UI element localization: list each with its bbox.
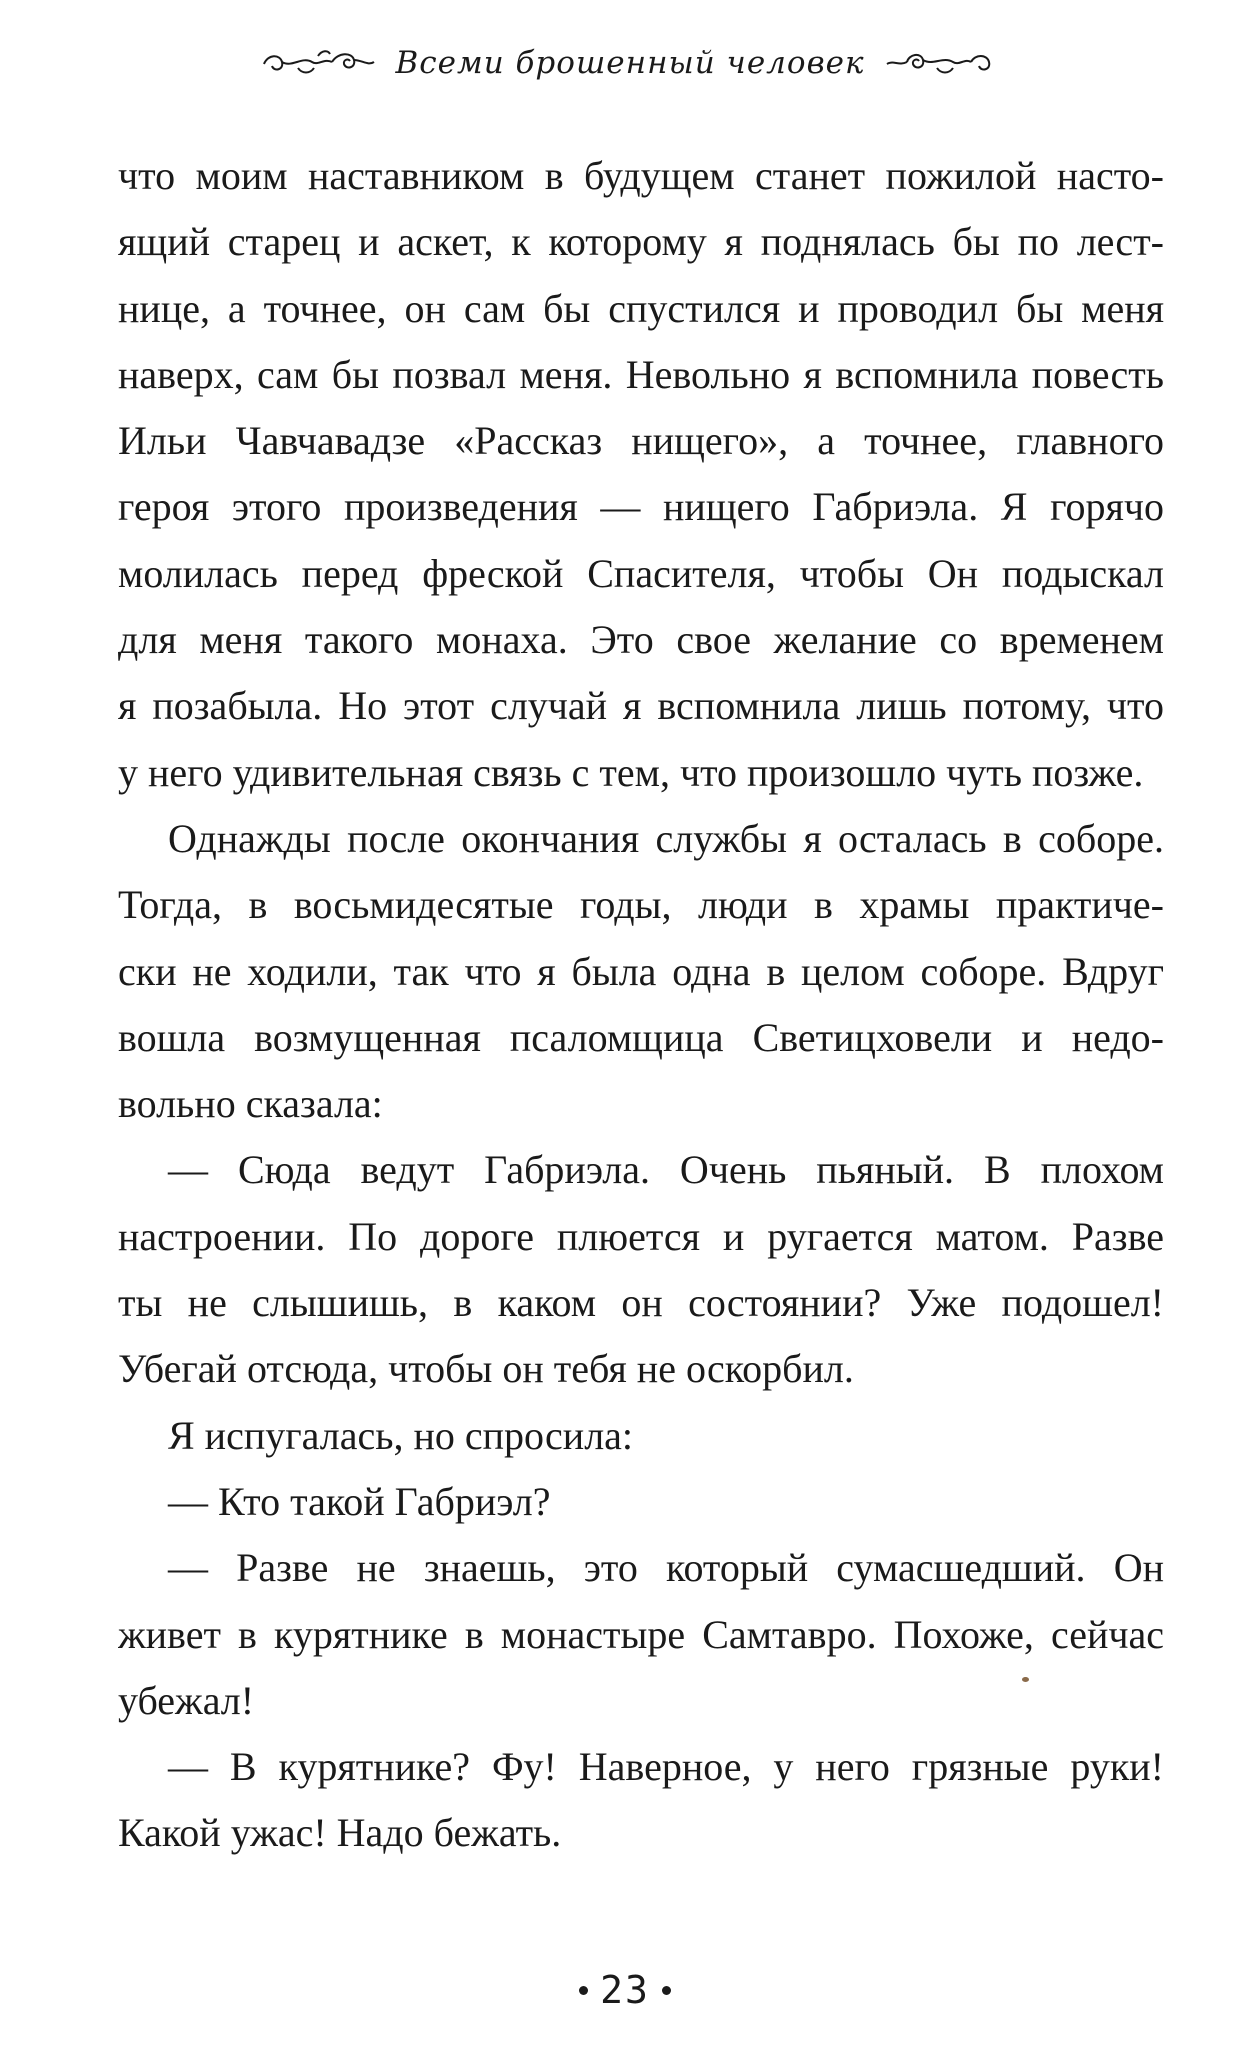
text-line: — В курятнике? Фу! Наверное, у него грязные руки! [168, 1744, 1164, 1790]
text-line: убежал! [118, 1677, 255, 1723]
text-line: наверх, сам бы позвал меня. Невольно я вспомнила повесть [118, 351, 1164, 397]
text-line: молилась перед фреской Спасителя, чтобы Он подыскал [118, 550, 1164, 596]
text-line: настроении. По дороге плюется и ругается матом. Разве [118, 1213, 1164, 1259]
text-line: Однажды после окончания службы я осталась в соборе. [168, 815, 1164, 861]
text-line: героя этого произведения — нищего Габриэла. Я горячо [118, 484, 1164, 530]
text-line: — Сюда ведут Габриэла. Очень пьяный. В плохом [168, 1147, 1164, 1193]
text-line: Убегай отсюда, чтобы он тебя не оскорбил. [118, 1346, 854, 1392]
text-line: нице, а точнее, он сам бы спустился и проводил бы меня [118, 285, 1164, 331]
text-line: я позабыла. Но этот случай я вспомнила лишь потому, что [118, 683, 1164, 729]
text-line: Ильи Чавчавадзе «Рассказ нищего», а точнее, главного [118, 418, 1164, 464]
text-line: для меня такого монаха. Это свое желание со временем [118, 617, 1164, 663]
text-line: Тогда, в восьмидесятые годы, люди в храмы практиче- [118, 882, 1164, 928]
text-line: ски не ходили, так что я была одна в целом соборе. Вдруг [118, 948, 1164, 994]
text-line: что моим наставником в будущем станет пожилой насто- [118, 153, 1164, 198]
running-head [0, 38, 1250, 88]
text-line: вошла возмущенная псаломщица Светицховели и недо- [118, 1014, 1164, 1060]
text-line: вольно сказала: [118, 1081, 383, 1127]
running-title: Всеми брошенный человек [395, 45, 865, 81]
text-line: — Разве не знаешь, это который сумасшедший. Он [168, 1545, 1164, 1591]
page-number [0, 1968, 1250, 2012]
page-number-text: 23 [600, 1968, 650, 2012]
folio-dot-right [662, 1986, 671, 1995]
text-line: живет в курятнике в монастыре Самтавро. Похоже, сейчас [118, 1611, 1164, 1657]
text-line: Я испугалась, но спросила: [168, 1412, 634, 1458]
paper-speck [1022, 1677, 1029, 1682]
flourish-right-icon [883, 46, 993, 80]
folio-dot-left [579, 1986, 588, 1995]
text-line: у него удивительная связь с тем, что произошло чуть позже. [118, 749, 1144, 795]
text-line: ты не слышишь, в каком он состоянии? Уже подошел! [118, 1280, 1164, 1326]
text-line: ящий старец и аскет, к которому я поднялась бы по лест- [118, 219, 1164, 265]
flourish-left-icon [258, 46, 378, 80]
text-line: Какой ужас! Надо бежать. [118, 1810, 562, 1856]
text-line: — Кто такой Габриэл? [168, 1478, 551, 1524]
body-text [118, 143, 1164, 1867]
